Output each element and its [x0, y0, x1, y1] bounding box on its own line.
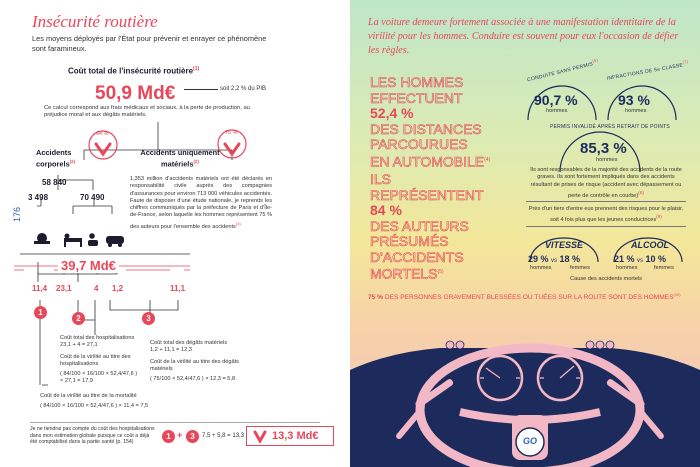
section-title: Insécurité routière — [32, 12, 158, 31]
gauge-3-sub: hommes — [596, 157, 618, 163]
value-ticks — [38, 272, 78, 282]
total-cost-note: Ce calcul correspond aux frais médicaux et sociaux, à la perte de production, au préjudice moral et aux dégâts matériels. — [44, 105, 250, 119]
pib-note: soit 2,2 % du PIB — [220, 86, 267, 92]
gauge-2-sub: hommes — [625, 108, 647, 114]
mort-block: Coût de la virilité au titre de la mortalité ( 84/100 × 16/100 × 52,4/47,6 ) × 11,4 = 7,5 — [40, 393, 149, 410]
value-materiel-1: 1,2 — [112, 284, 124, 293]
v-icon-final — [253, 429, 267, 443]
page-number: 176 — [12, 206, 22, 222]
total-cost-value: 50,9 Md€ — [95, 83, 176, 104]
intro-text: Les moyens déployés par l'État pour prévenir et enrayer ce phénomène sont faramineux. — [32, 34, 267, 53]
gauge-1-value: 90,7 % — [534, 92, 578, 108]
v-icon-corporels — [96, 144, 110, 154]
causes-caption: Cause des accidents mortels — [570, 276, 642, 282]
total-cost-heading: Coût total de l'insécurité routière$^{(1)}$ — [68, 66, 200, 76]
gauge-3-value: 85,3 % — [580, 140, 627, 157]
step-3-badge: 3 — [142, 312, 155, 325]
sum-plus: + — [177, 430, 183, 440]
sum-calc: 7,5 + 5,8 = 13,3 — [202, 433, 245, 439]
v-icon-materiels — [225, 144, 239, 154]
speed-men-sub: hommes — [530, 265, 552, 271]
value-hospit-2: 4 — [94, 284, 99, 293]
gauge-3-label: PERMIS INVALIDÉ APRÈS RETRAIT DE POINTS — [550, 124, 670, 130]
risk-text: Près d'un tiers d'entre eux prennent des risques pour le plaisir, soit 4 fois plus que les jeunes conductrices$^{(9)}$ — [528, 206, 684, 224]
footnote: Je ne tiendrai pas compte du coût des hospitalisations dans mon estimation globale puisque ce coût a déjà été comptabilisé dans la partie santé (p. 154) — [30, 426, 155, 446]
accident-pictograms — [34, 233, 124, 247]
speed-values: 29 % vs 18 % — [528, 254, 581, 264]
horn-text: GO — [522, 436, 537, 446]
count-58840: 58 840 — [42, 178, 67, 187]
value-hospit-1: 23,1 — [56, 284, 72, 293]
step-2-badge: 2 — [72, 312, 85, 325]
headline: La voiture demeure fortement associée à une manifestation identitaire de la virilité pour les hommes. Conduire est souvent pour eux l'occasion de défier les règles. — [368, 17, 679, 56]
gauge-1-sub: hommes — [546, 108, 568, 114]
hospital-bed-icon — [64, 234, 82, 248]
sum-badge-3: 3 — [186, 430, 199, 443]
divider-1 — [526, 201, 686, 202]
stat-accidents: ILS REPRÉSENTENT 84 % DES AUTEURS PRÉSUMÉS D'ACCIDENTS MORTELS$^{(5)}$ — [370, 171, 484, 282]
value-mortalite: 11,4 — [32, 284, 48, 293]
alcohol-label: ALCOOL — [631, 240, 669, 250]
mat-block: Coût total des dégâts matériels 1,2 + 11,1 = 12,3 Coût de la virilité au titre des dégâts matériels ( 75/100 × 52,4/47,6 ) × 12,3 = 5,8 — [150, 340, 239, 383]
subtotal-value: 39,7 Md€ — [58, 258, 119, 273]
hosp-block: Coût total des hospitalisations 23,1 + 4 = 27,1 Coût de la virilité au titre des hospitalisations ( 84/100 × 16/100 × 52,4/47,6 ) × 27,1 = 17,9 — [60, 335, 138, 385]
count-70490: 70 490 — [80, 193, 105, 202]
pct-corporels-label: 64 % — [96, 131, 109, 137]
label-corporels: Accidents corporels$^{(2)}$ — [36, 148, 76, 169]
alcohol-values: 21 % vs 10 % — [614, 254, 667, 264]
gauge-1-label: CONDUITE SANS PERMIS$^{(6)}$ — [526, 57, 599, 84]
step-1-badge: 1 — [34, 306, 47, 319]
final-total-value: 13,3 Md€ — [272, 430, 319, 442]
alcohol-women-sub: femmes — [654, 265, 674, 271]
stat-distance: LES HOMMES EFFECTUENT 52,4 % DES DISTANCES PARCOURUES EN AUTOMOBILE$^{(4)}$ — [370, 74, 491, 170]
injured-icon — [88, 233, 98, 246]
death-icon — [34, 233, 50, 244]
pct-materiels-label: 75 % — [225, 130, 238, 136]
sum-badge-1: 1 — [162, 430, 175, 443]
divider-2 — [526, 226, 686, 227]
gauges-text: Ils sont responsables de la majorité des accidents de la route graves. Ils sont fortement impliqués dans des accidents résultant de prises de risque (accident avec dépassement ou perte de contrôle en courbe)$^{(8)}$ — [530, 167, 682, 199]
gauge-2-label: INFRACTIONS DE 5e CLASSE$^{(7)}$ — [606, 58, 689, 82]
value-materiel-2: 11,1 — [170, 284, 186, 293]
right-page — [350, 0, 700, 467]
materiels-text: 1,353 million d'accidents matériels ont été déclarés en responsabilité civile auprès des compagnies d'assurances pour environ 713 000 véhicules accidentés. Faute de disposer d'une étude nationale, je reprends les chiffres communiqués par la préfecture de Paris et d'Île-de-France, selon laquelle les hommes représentent 75 % des auteurs pour l'ensemble des accidents$^{(3)}$ — [130, 176, 272, 230]
gauge-2-value: 93 % — [618, 92, 650, 108]
speed-women-sub: femmes — [570, 265, 590, 271]
bottom-stat: 75 % DES PERSONNES GRAVEMENT BLESSÉES OU TUÉES SUR LA ROUTE SONT DES HOMMES$^{(10)}$ — [368, 292, 681, 302]
alcohol-men-sub: hommes — [616, 265, 638, 271]
speed-label: VITESSE — [545, 240, 584, 250]
label-materiels: Accidents uniquement matériels$^{(2)}$ — [140, 148, 220, 169]
divider — [30, 422, 320, 423]
car-crash-icon — [106, 236, 124, 247]
count-3498: 3 498 — [28, 193, 49, 202]
